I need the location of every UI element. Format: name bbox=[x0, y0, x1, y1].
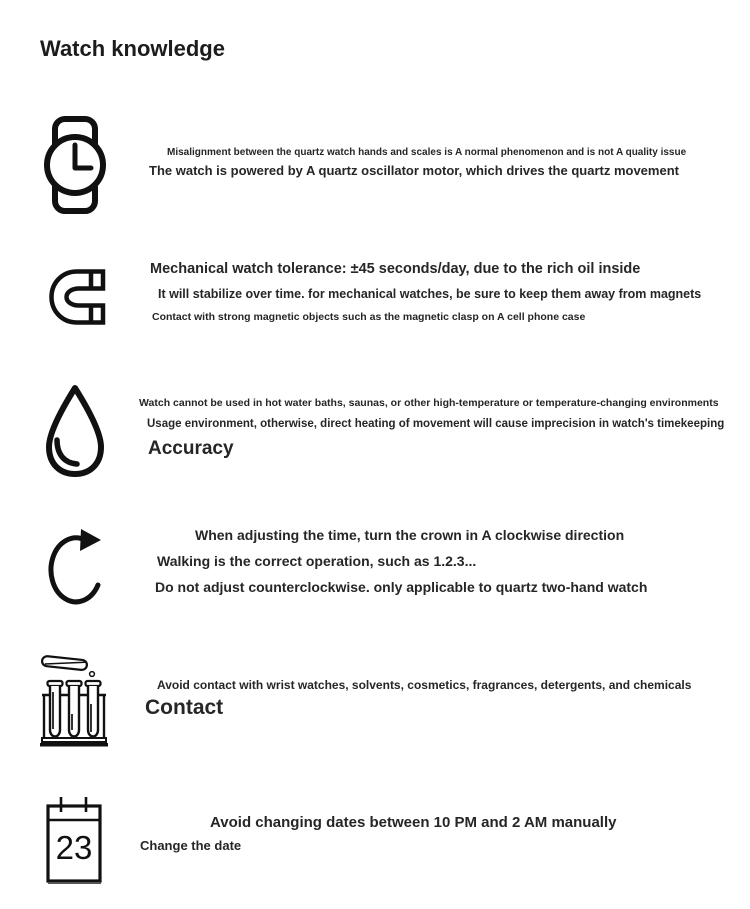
text-line: Contact with strong magnetic objects such as the magnetic clasp on A cell phone case bbox=[152, 311, 586, 323]
section-heading: Contact bbox=[145, 696, 224, 719]
text-line: Misalignment between the quartz watch hands and scales is A normal phenomenon and is not A quality issue bbox=[167, 147, 687, 158]
calendar-day-number: 23 bbox=[55, 829, 93, 866]
text-line: Change the date bbox=[140, 838, 242, 853]
text-line: Do not adjust counterclockwise. only applicable to quartz two-hand watch bbox=[155, 579, 648, 595]
test-tubes-icon bbox=[40, 650, 108, 747]
text-line: Mechanical watch tolerance: ±45 seconds/day, due to the rich oil inside bbox=[150, 261, 641, 277]
text-line: Avoid contact with wrist watches, solvents, cosmetics, fragrances, detergents, and chemicals bbox=[157, 678, 692, 692]
magnet-icon bbox=[48, 268, 106, 326]
calendar-icon bbox=[45, 795, 103, 885]
water-drop-icon bbox=[43, 383, 107, 478]
text-line: When adjusting the time, turn the crown in A clockwise direction bbox=[195, 527, 625, 543]
text-line: It will stabilize over time. for mechanical watches, be sure to keep them away from magnets bbox=[158, 287, 702, 301]
clockwise-arrow-icon bbox=[47, 528, 103, 607]
text-line: Usage environment, otherwise, direct heating of movement will cause imprecision in watch's timekeeping bbox=[147, 418, 725, 430]
text-line: The watch is powered by A quartz oscillator motor, which drives the quartz movement bbox=[149, 163, 679, 178]
text-line: Walking is the correct operation, such as 1.2.3... bbox=[157, 553, 477, 569]
wristwatch-icon bbox=[44, 116, 106, 214]
text-line: Avoid changing dates between 10 PM and 2 AM manually bbox=[210, 814, 617, 831]
section-heading: Accuracy bbox=[148, 438, 234, 459]
text-line: Watch cannot be used in hot water baths, saunas, or other high-temperature or temperature-changing environments bbox=[139, 397, 719, 409]
page-title: Watch knowledge bbox=[40, 36, 225, 61]
